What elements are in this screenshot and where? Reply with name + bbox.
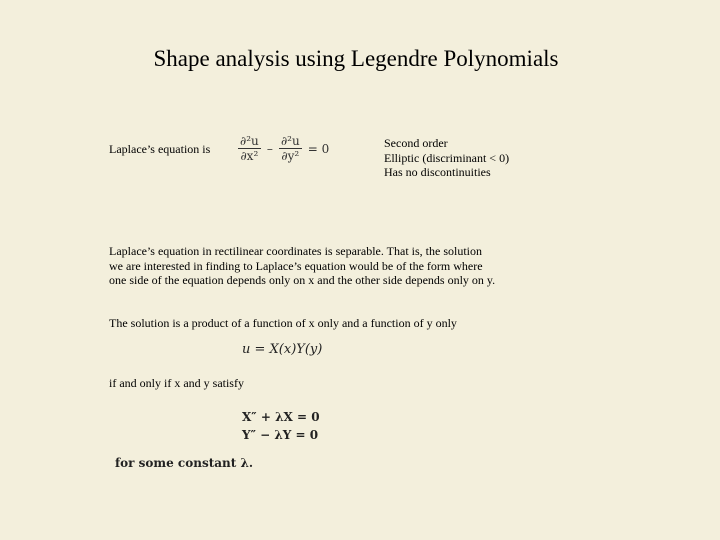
paragraph-line: Laplace’s equation in rectilinear coordinates is separable. That is, the solution	[109, 244, 482, 258]
paragraph-line: we are interested in finding to Laplace’s equation would be of the form where	[109, 258, 483, 273]
minus-operator: –	[266, 141, 273, 156]
fraction-d2u-dy2	[279, 134, 302, 163]
denominator-1: ∂x²	[240, 149, 259, 163]
numerator-2: ∂²u	[280, 134, 300, 148]
property-item: Second order	[384, 136, 448, 150]
ode-x-equation: X″ + λX = 0	[242, 410, 320, 424]
fraction-d2u-dx2	[238, 134, 261, 163]
equals-zero: = 0	[307, 141, 330, 156]
paragraph-line: one side of the equation depends only on x and the other side depends only on y.	[109, 273, 496, 287]
constant-text: for some constant λ.	[115, 456, 254, 470]
ifonly-text: if and only if x and y satisfy	[109, 376, 244, 390]
laplace-equation	[238, 134, 330, 163]
property-item: Elliptic (discriminant < 0)	[384, 150, 510, 165]
property-item: Has no discontinuities	[384, 165, 491, 179]
properties-list	[384, 136, 509, 180]
ode-equations	[242, 408, 320, 444]
product-text: The solution is a product of a function of x only and a function of y only	[109, 316, 457, 330]
denominator-2: ∂y²	[281, 149, 300, 163]
laplace-label: Laplace’s equation is	[109, 142, 211, 156]
page-title: Shape analysis using Legendre Polynomials	[153, 46, 559, 71]
separable-paragraph	[109, 244, 495, 288]
product-equation: u = X(x)Y(y)	[242, 342, 323, 357]
numerator-1: ∂²u	[240, 134, 259, 148]
ode-y-equation: Y″ − λY = 0	[242, 428, 319, 442]
